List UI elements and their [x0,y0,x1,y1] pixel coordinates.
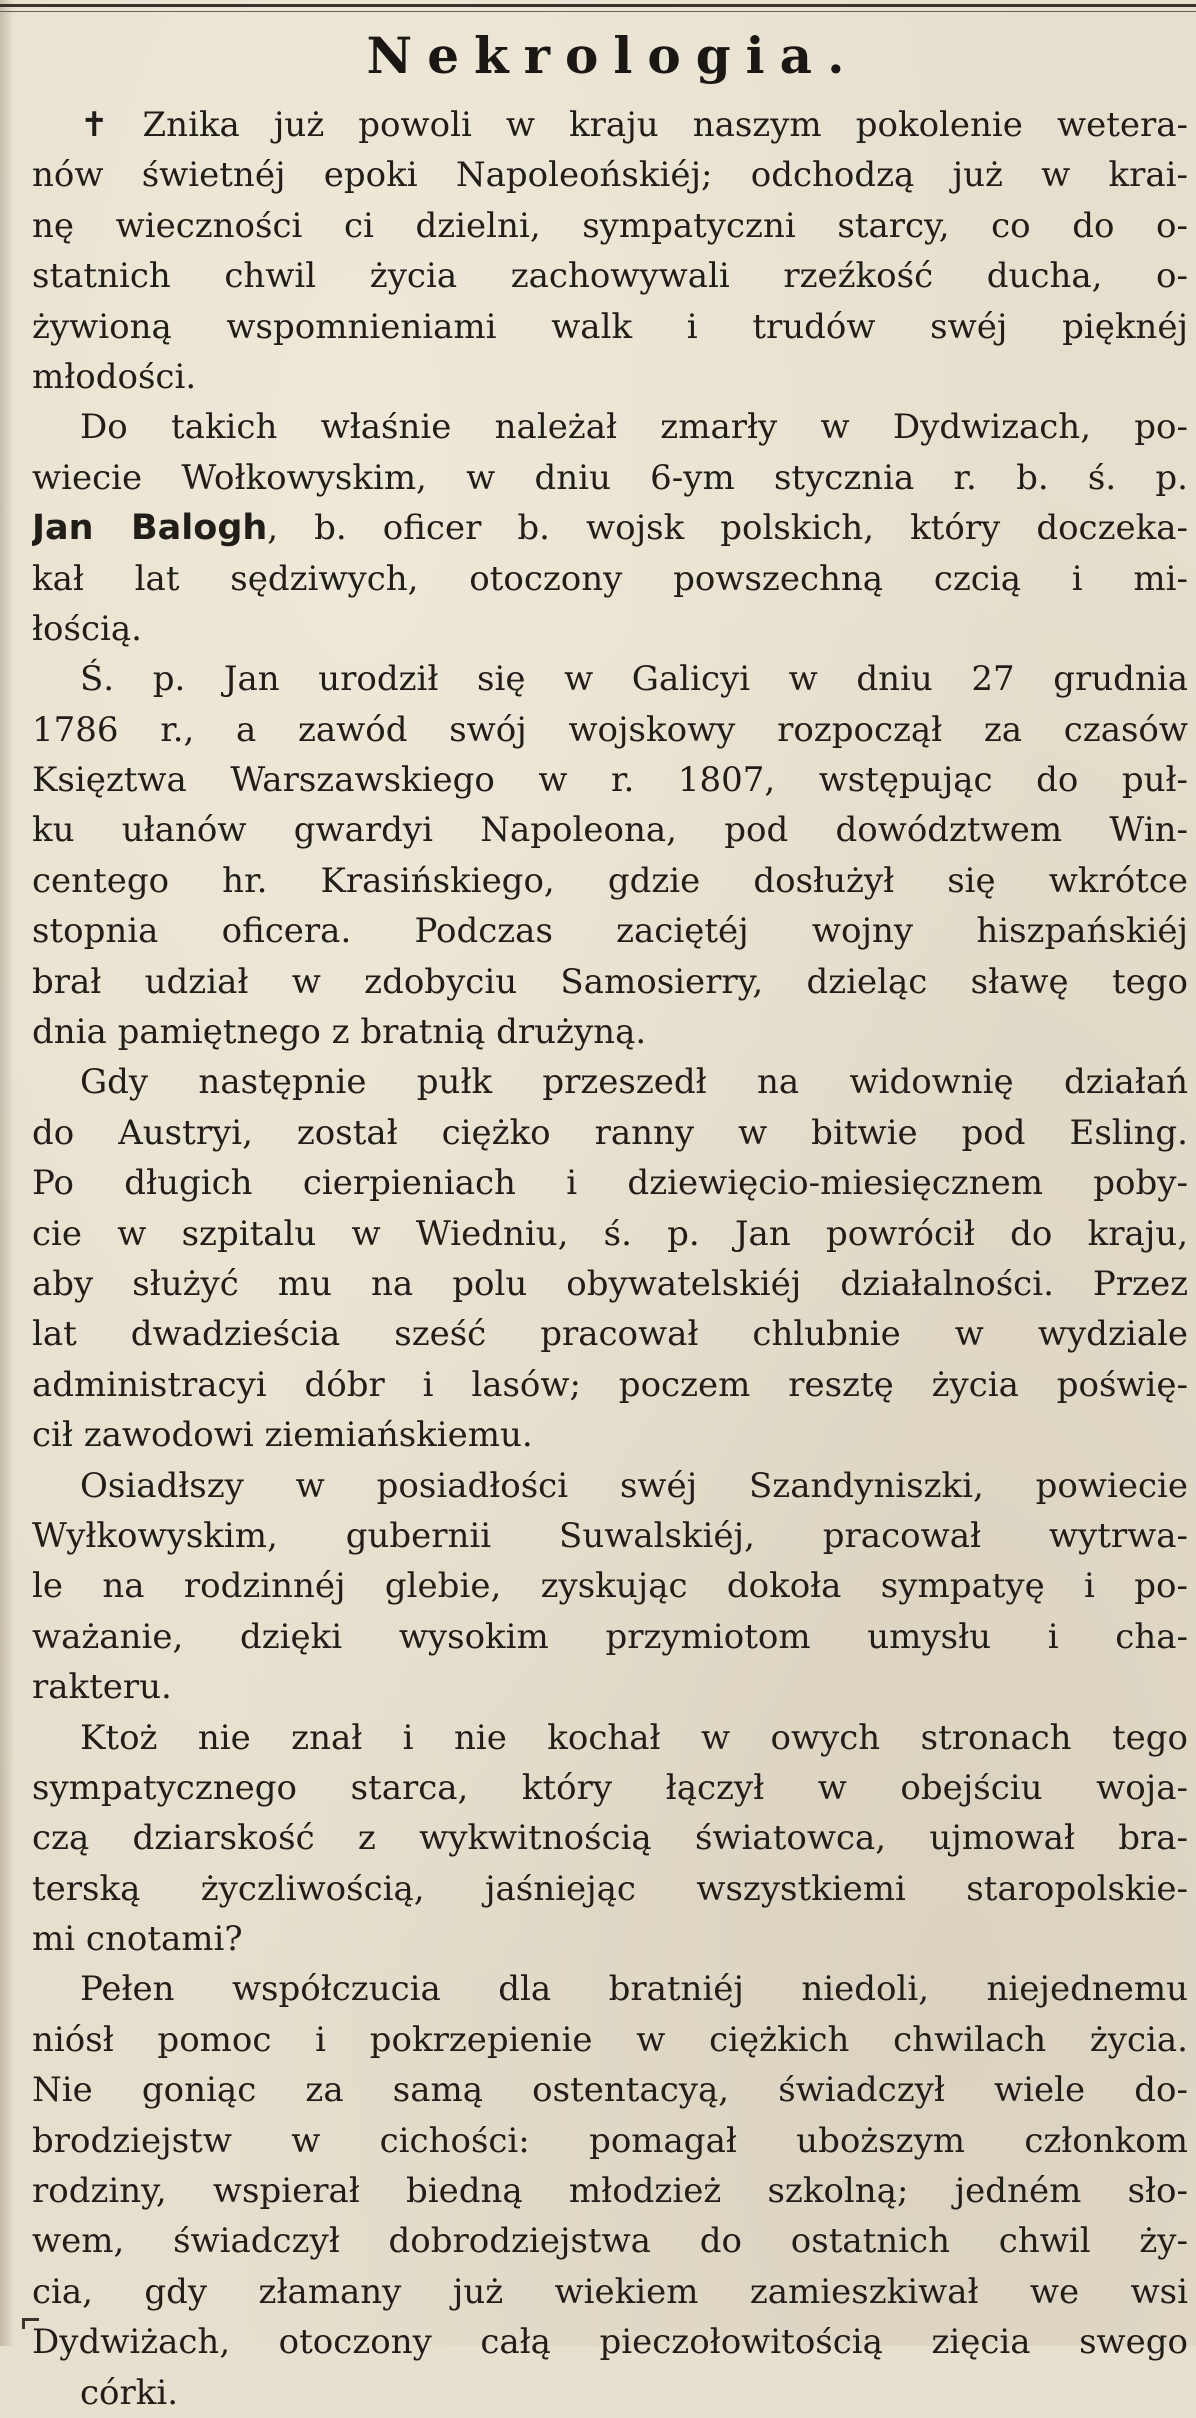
obituary-article [32,100,1188,2418]
text-line: Ś. p. Jan urodził się w Galicyi w dniu 27 grudnia [80,659,1188,700]
text-line: cie w szpitalu w Wiedniu, ś. p. Jan powrócił do kraju, [32,1213,1188,1254]
text-line: Do takich właśnie należał zmarły w Dydwizach, po- [80,407,1188,448]
text-line: kał lat sędziwych, otoczony powszechną czcią i mi- [32,558,1188,599]
text-line: sympatycznego starca, który łączył w obejściu woja- [32,1767,1188,1808]
section-heading: Nekrologia. [366,26,860,85]
text-line: Dydwiżach, otoczony całą pieczołowitością zięcia swego [32,2322,1188,2363]
text-line: cił zawodowi ziemiańskiemu. [32,1415,533,1456]
text-line: Osiadłszy w posiadłości swéj Szandyniszki, powiecie [80,1465,1188,1506]
top-rule-thin [0,11,1196,12]
page-edge-shadow [0,0,14,2346]
text-line: Ktoż nie znał i nie kochał w owych stronach tego [80,1717,1188,1758]
text-line: Księztwa Warszawskiego w r. 1807, wstępując do puł- [32,760,1188,801]
text-line: brał udział w zdobyciu Samosierry, dzieląc sławę tego [32,961,1188,1002]
top-rule-thick [0,4,1196,7]
text-line: wiecie Wołkowyskim, w dniu 6-ym stycznia r. b. ś. p. [32,457,1188,498]
text-line: lat dwadzieścia sześć pracował chlubnie w wydziale [32,1314,1188,1355]
text-line: cia, gdy złamany już wiekiem zamieszkiwał we wsi [32,2271,1188,2312]
top-rule [0,2,1196,16]
text-line: terską życzliwością, jaśniejąc wszystkiemi staropolskie- [32,1868,1188,1909]
text-line: niósł pomoc i pokrzepienie w ciężkich chwilach życia. [32,2019,1188,2060]
text-line: rodziny, wspierał biedną młodzież szkolną; jedném sło- [32,2171,1188,2212]
text-line: rakteru. [32,1667,172,1708]
text-line: ważanie, dzięki wysokim przymiotom umysłu i cha- [32,1616,1188,1657]
text-line: do Austryi, został ciężko ranny w bitwie pod Esling. [32,1112,1188,1153]
text-line: administracyi dóbr i lasów; poczem resztę życia poświę- [32,1364,1188,1405]
text-line: brodziejstw w cichości: pomagał uboższym członkom [32,2120,1188,2161]
text-line: nę wieczności ci dzielni, sympatyczni starcy, co do o- [32,205,1188,246]
text-line: wem, świadczył dobrodziejstwa do ostatnich chwil ży- [32,2221,1188,2262]
text-line: aby służyć mu na polu obywatelskiéj działalności. Przez [32,1263,1188,1304]
line-text-after: , b. oficer b. wojsk polskich, który doczeka- [267,508,1188,549]
text-line: czą dziarskość z wykwitnością światowca, ujmował bra- [32,1818,1188,1859]
text-line: Pełen współczucia dla bratniéj niedoli, niejednemu [80,1969,1188,2010]
text-line [32,503,1188,553]
text-line: córki. [80,2372,179,2413]
text-line: żywioną wspomnieniami walk i trudów swéj pięknéj [32,306,1188,347]
text-line: ✝ Znika już powoli w kraju naszym pokolenie wetera- [80,105,1188,145]
text-line: Gdy następnie pułk przeszedł na widownię działań [80,1062,1188,1103]
column-end-mark [22,2318,39,2329]
text-line: młodości. [32,356,197,397]
text-line: Wyłkowyskim, gubernii Suwalskiéj, pracował wytrwa- [32,1515,1188,1556]
text-line: mi cnotami? [32,1919,243,1960]
text-line: stopnia oficera. Podczas zaciętéj wojny hiszpańskiéj [32,911,1188,952]
text-line: Po długich cierpieniach i dziewięcio-miesięcznem poby- [32,1163,1188,1204]
text-line: statnich chwil życia zachowywali rzeźkość ducha, o- [32,256,1188,297]
deceased-name: Jan Balogh [32,508,268,549]
text-line: centego hr. Krasińskiego, gdzie dosłużył się wkrótce [32,860,1188,901]
text-line: łością. [32,608,142,649]
text-line: nów świetnéj epoki Napoleońskiéj; odchodzą już w krai- [32,155,1188,196]
text-line: 1786 r., a zawód swój wojskowy rozpoczął za czasów [32,709,1188,750]
text-line: ku ułanów gwardyi Napoleona, pod dowództwem Win- [32,810,1188,851]
text-line: le na rodzinnéj glebie, zyskując dokoła sympatyę i po- [32,1566,1188,1607]
text-line: dnia pamiętnego z bratnią drużyną. [32,1012,647,1053]
text-line: Nie goniąc za samą ostentacyą, świadczył wiele do- [32,2070,1188,2111]
